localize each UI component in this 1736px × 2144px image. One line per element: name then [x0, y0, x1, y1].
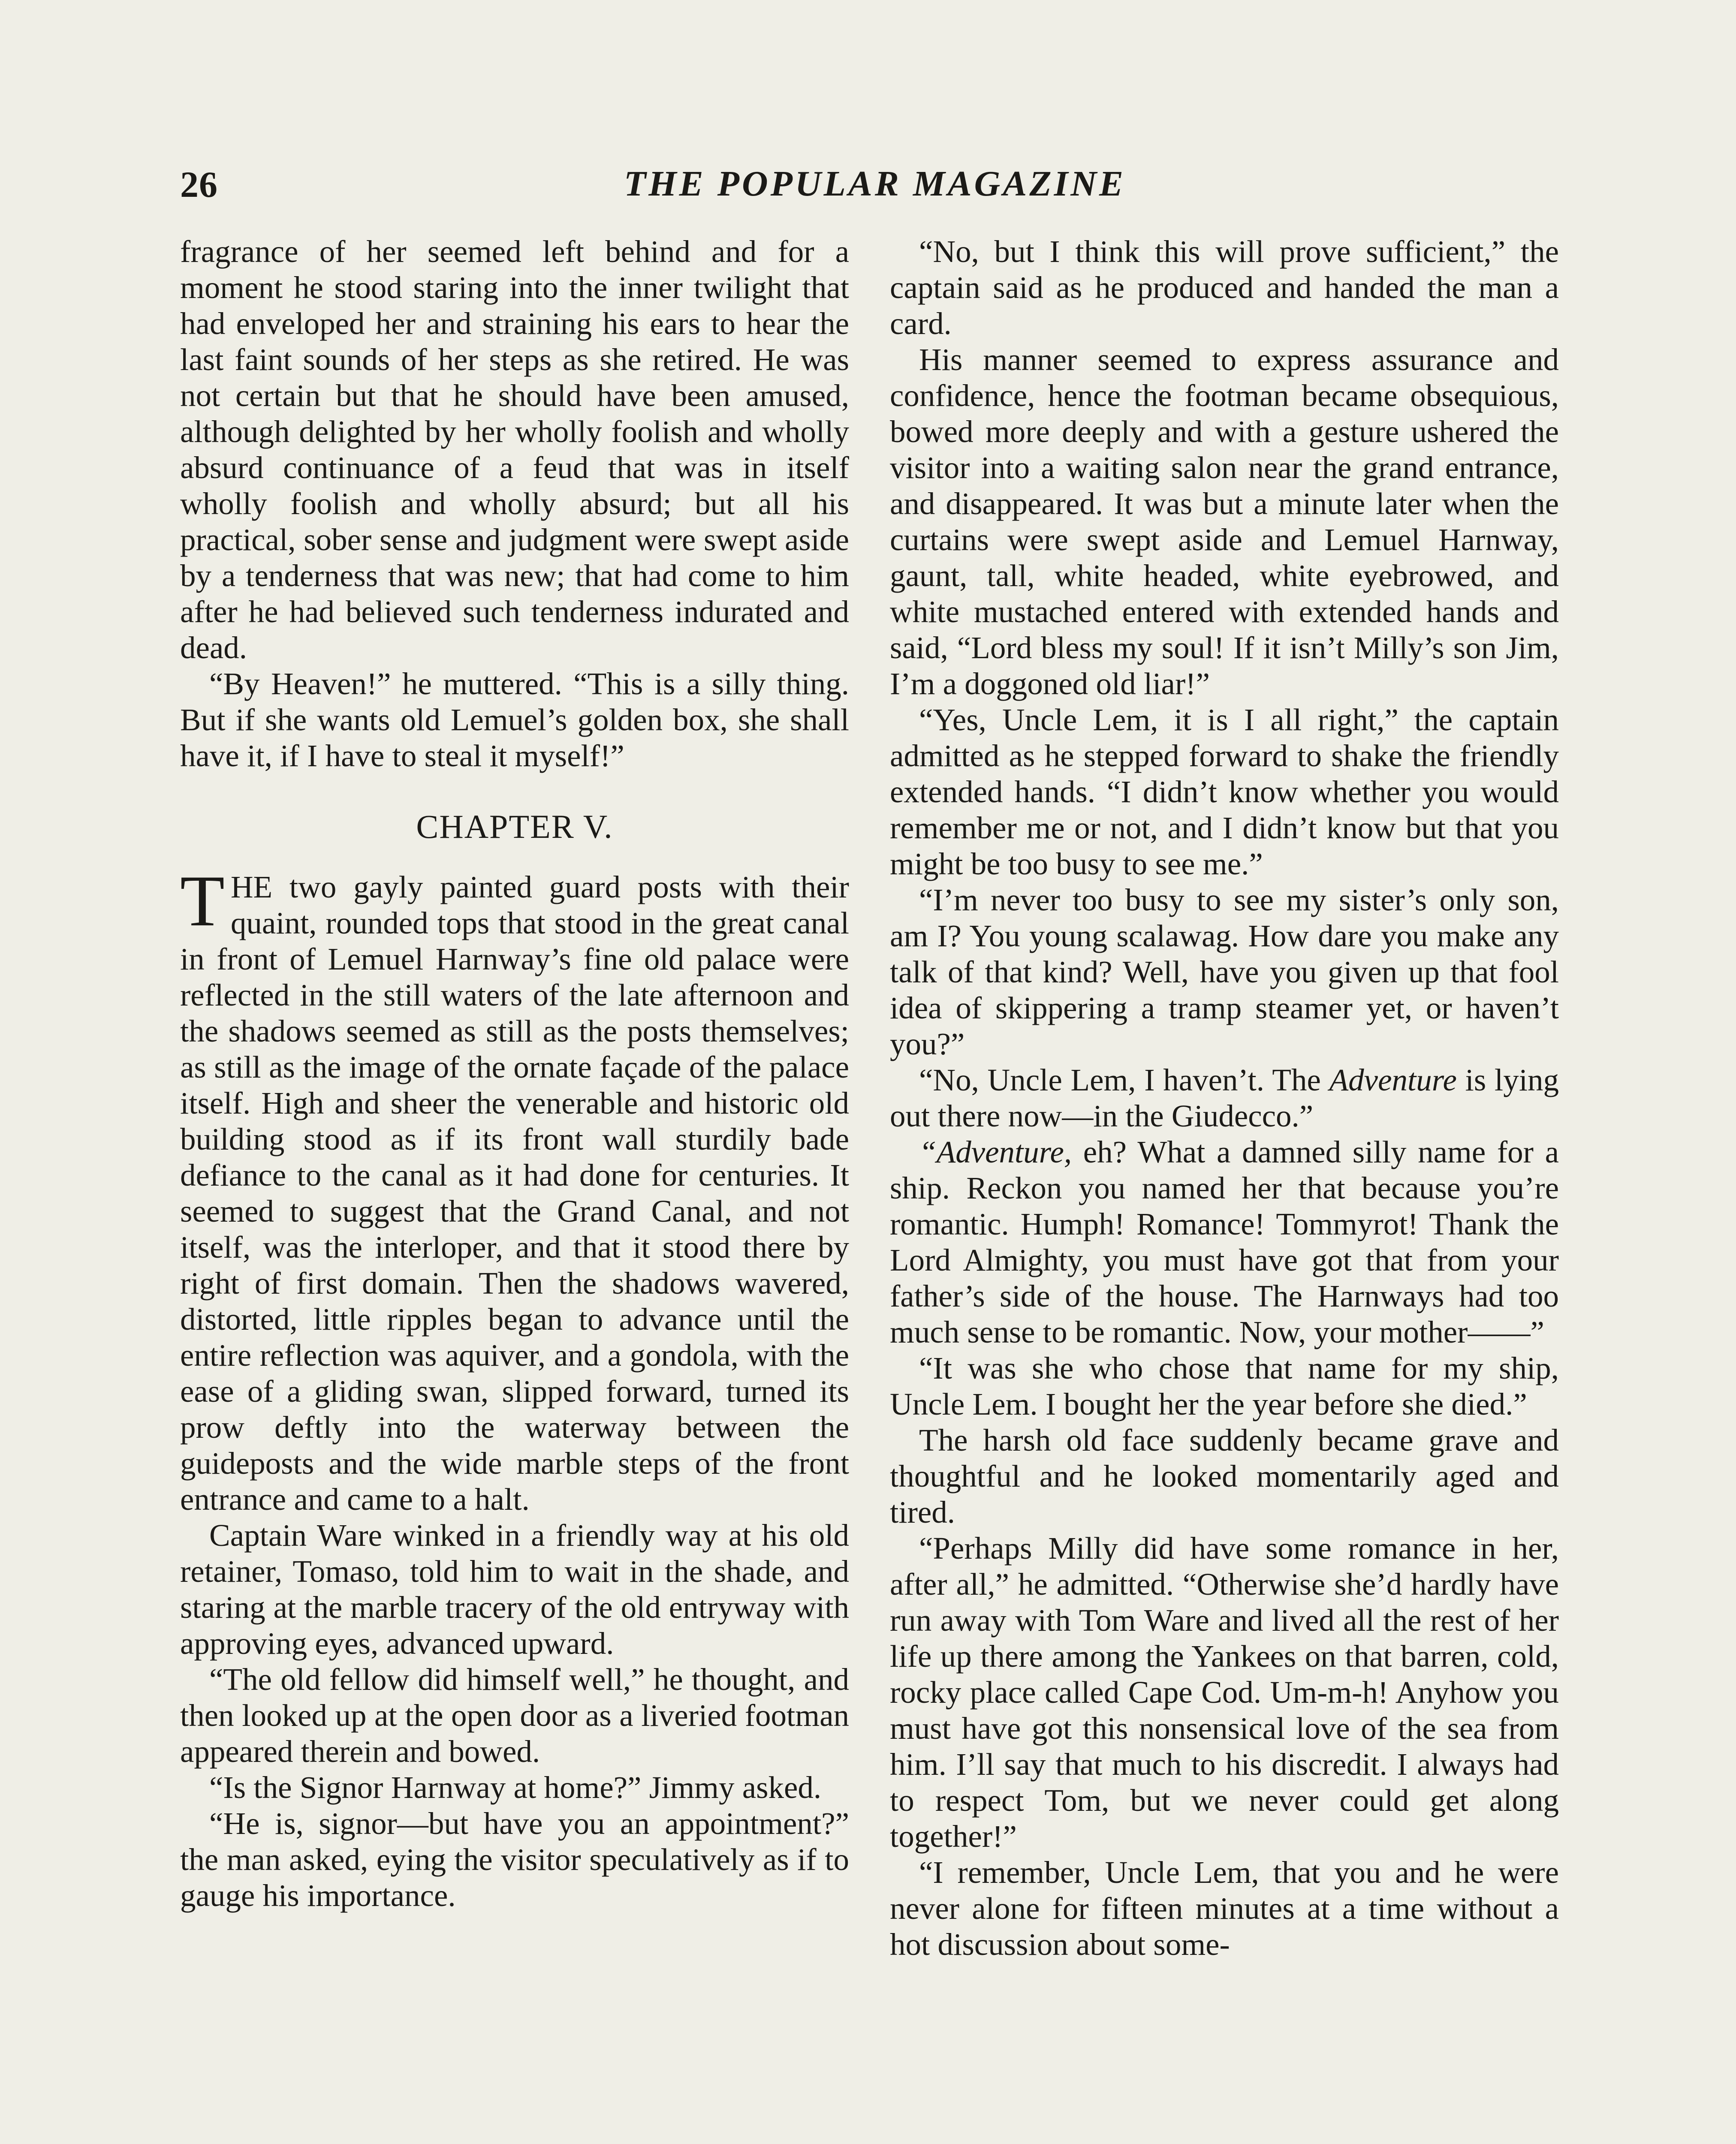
paragraph: “Perhaps Milly did have some romance in her, after all,” he admitted. “Otherwise she’d hardly have run away with Tom Ware and lived all the rest of her life up there among the Yankees on that barren, cold, rocky place called Cape Cod. Um-m-h! Anyhow you must have got this nonsensical love of the sea from him. I’ll say that much to his discredit. I always had to respect Tom, but we never could get along together!”	[890, 1531, 1559, 1854]
paragraph: “No, but I think this will prove sufficient,” the captain said as he produced and handed the man a card.	[890, 234, 1559, 341]
chapter-heading: CHAPTER V.	[416, 808, 613, 845]
paragraph: “By Heaven!” he muttered. “This is a silly thing. But if she wants old Lemuel’s golden box, she shall have it, if I have to steal it myself!”	[180, 666, 849, 773]
paragraph: “The old fellow did himself well,” he thought, and then looked up at the open door as a liveried footman appeared therein and bowed.	[180, 1662, 849, 1769]
ship-name: “Adventure,	[919, 1135, 1072, 1169]
paragraph: “He is, signor—but have you an appointment?” the man asked, eying the visitor speculatively as if to gauge his importance.	[180, 1806, 849, 1913]
right-column	[890, 234, 1559, 1963]
paragraph-text: “No, Uncle Lem, I haven’t. The	[919, 1063, 1329, 1097]
paragraph: “Yes, Uncle Lem, it is I all right,” the captain admitted as he stepped forward to shake the friendly extended hands. “I didn’t know whether you would remember me or not, and I didn’t know but that you might be too busy to see me.”	[890, 702, 1559, 881]
paragraph	[890, 1134, 1559, 1350]
paragraph: “Is the Signor Harnway at home?” Jimmy asked.	[209, 1770, 822, 1805]
page-number: 26	[180, 164, 218, 205]
paragraph: “I remember, Uncle Lem, that you and he were never alone for fifteen minutes at a time without a hot discussion about some-	[890, 1855, 1559, 1962]
left-column	[180, 234, 849, 1914]
ship-name: Adventure	[1329, 1063, 1457, 1097]
paragraph-text: is lying out there now—in the Giudecco.”	[890, 1063, 1559, 1133]
paragraph	[890, 1062, 1559, 1134]
paragraph-text: eh? What a damned silly name for a ship. Reckon you named her that because you’re romantic. Humph! Romance! Tommyrot! Thank the Lord Almighty, you must have got that from your father’s side of the house. The Harnways had too much sense to be romantic. Now, your mother——”	[890, 1135, 1559, 1349]
running-title: THE POPULAR MAGAZINE	[624, 164, 1126, 204]
paragraph: “It was she who chose that name for my ship, Uncle Lem. I bought her the year before she died.”	[890, 1351, 1559, 1421]
paragraph: “I’m never too busy to see my sister’s only son, am I? You young scalawag. How dare you make any talk of that kind? Well, have you given up that fool idea of skippering a tramp steamer yet, or haven’t you?”	[890, 882, 1559, 1061]
paragraph-text: HE two gayly painted guard posts with their quaint, rounded tops that stood in the great canal in front of Lemuel Harnway’s fine old palace were reflected in the still waters of the late afternoon and the shadows seemed as still as the posts themselves; as still as the image of the ornate façade of the palace itself. High and sheer the venerable and historic old building stood as if its front wall sturdily bade defiance to the canal as it had done for centuries. It seemed to suggest that the Grand Canal, and not itself, was the interloper, and that it stood there by right of first domain. Then the shadows wavered, distorted, little ripples began to advance until the entire reflection was aquiver, and a gondola, with the ease of a gliding swan, slipped forward, turned its prow deftly into the waterway between the guideposts and the wide marble steps of the front entrance and came to a halt.	[180, 870, 849, 1517]
paragraph: The harsh old face suddenly became grave and thoughtful and he looked momentarily aged and tired.	[890, 1423, 1559, 1530]
paragraph: fragrance of her seemed left behind and for a moment he stood staring into the inner twilight that had enveloped her and straining his ears to hear the last faint sounds of her steps as she retired. He was not certain but that he should have been amused, although delighted by her wholly foolish and wholly absurd continuance of a feud that was in itself wholly foolish and wholly absurd; but all his practical, sober sense and judgment were swept aside by a tenderness that was new; that had come to him after he had believed such tenderness indurated and dead.	[180, 234, 849, 665]
paragraph: Captain Ware winked in a friendly way at his old retainer, Tomaso, told him to wait in the shade, and staring at the marble tracery of the old entryway with approving eyes, advanced upward.	[180, 1518, 849, 1661]
paragraph-with-drop-cap	[180, 861, 849, 1518]
drop-cap-letter: T	[180, 861, 225, 941]
paragraph: His manner seemed to express assurance and confidence, hence the footman became obsequious, bowed more deeply and with a gesture ushered the visitor into a waiting salon near the grand entrance, and disappeared. It was but a minute later when the curtains were swept aside and Lemuel Harnway, gaunt, tall, white headed, white eyebrowed, and white mustached entered with extended hands and said, “Lord bless my soul! If it isn’t Milly’s son Jim, I’m a doggoned old liar!”	[890, 342, 1559, 701]
